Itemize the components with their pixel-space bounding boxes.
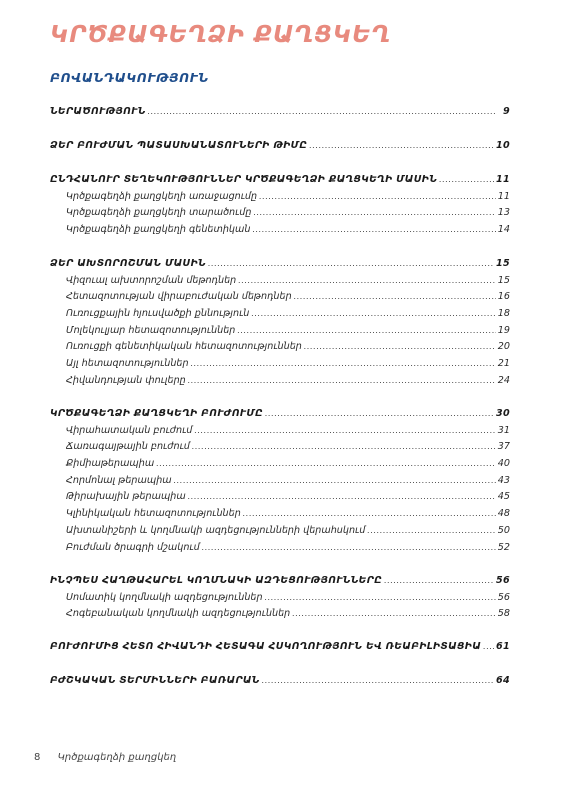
toc-entry-page: 11: [497, 190, 510, 202]
dot-leader: [202, 543, 496, 552]
toc-entry-page: 56: [497, 591, 510, 603]
toc-subentry[interactable]: [50, 325, 510, 342]
toc-entry-label: Մոլեկուլյար հետազոտություններ: [66, 324, 236, 336]
toc-subentry[interactable]: [50, 224, 510, 241]
toc-entry-label: Այլ հետազոտություններ: [66, 358, 189, 370]
toc-subentry[interactable]: [50, 491, 510, 508]
toc-entry-page: 10: [496, 140, 510, 151]
toc-subentry[interactable]: [50, 475, 510, 492]
toc-subentry[interactable]: [50, 275, 510, 292]
footer-page-number: 8: [34, 752, 41, 763]
dot-leader: [188, 376, 496, 385]
toc-entry-label: Հետազոտության վիրաբուժական մեթոդներ: [66, 291, 292, 303]
toc-group-treatment: [50, 408, 510, 558]
toc-subentry[interactable]: [50, 207, 510, 224]
dot-leader: [194, 426, 495, 435]
dot-leader: [243, 509, 496, 518]
toc-entry[interactable]: [50, 408, 510, 425]
dot-leader: [253, 208, 495, 217]
dot-leader: [292, 609, 496, 618]
toc-entry-page: 9: [503, 106, 510, 117]
toc-entry-label: Կրծքագեղձի քաղցկեղի գենետիկան: [66, 224, 251, 236]
toc-entry-page: 30: [496, 408, 510, 419]
toc-entry-page: 14: [497, 224, 510, 236]
toc-subentry[interactable]: [50, 525, 510, 542]
toc-entry-page: 13: [497, 207, 510, 219]
toc-entry[interactable]: [50, 140, 510, 157]
dot-leader: [251, 309, 495, 318]
page-footer: [34, 752, 176, 763]
toc-entry-label: Հիվանդության փուլերը: [66, 374, 186, 386]
toc-entry-label: Հորմոնալ թերապիա: [66, 474, 172, 486]
toc-subentry[interactable]: [50, 592, 510, 609]
toc-entry[interactable]: [50, 641, 510, 658]
toc-entry-page: 58: [497, 608, 510, 620]
toc-entry[interactable]: [50, 675, 510, 692]
toc-entry-label: Կրծքագեղձի քաղցկեղի տարածումը: [66, 207, 252, 219]
dot-leader: [259, 192, 496, 201]
toc-entry[interactable]: [50, 575, 510, 592]
dot-leader: [262, 676, 494, 685]
toc-group-diagnosis: [50, 258, 510, 392]
toc-group-side-effects: [50, 575, 510, 625]
dot-leader: [483, 642, 494, 651]
dot-leader: [265, 409, 494, 418]
toc-subentry[interactable]: [50, 375, 510, 392]
toc-subentry[interactable]: [50, 608, 510, 625]
toc-subentry[interactable]: [50, 508, 510, 525]
toc-entry-label: Բուժման ծրագրի մշակում: [66, 541, 200, 553]
toc-group-general-info: [50, 174, 510, 241]
dot-leader: [304, 342, 496, 351]
toc-entry-page: 64: [496, 675, 510, 686]
toc-group-introduction: [50, 106, 510, 123]
dot-leader: [309, 141, 494, 150]
dot-leader: [174, 476, 496, 485]
toc-subentry[interactable]: [50, 291, 510, 308]
toc-entry-page: 24: [497, 374, 510, 386]
toc-entry-page: 56: [496, 575, 510, 586]
toc-entry-label: Ախտանիշերի և կողմնակի ազդեցությունների վերահսկում: [66, 524, 366, 536]
toc-entry-label: Վիրահատական բուժում: [66, 424, 193, 436]
toc-subentry[interactable]: [50, 358, 510, 375]
toc-entry-page: 31: [497, 424, 510, 436]
toc-entry-page: 37: [497, 441, 510, 453]
toc-entry-label: ՁԵՐ ԲՈՒԺՄԱՆ ՊԱՏԱՍԽԱՆԱՏՈՒՆԵՐԻ ԹԻՄԸ: [50, 140, 308, 151]
toc-entry-page: 15: [496, 258, 510, 269]
toc-entry-label: Ուռուցքի գենետիկական հետազոտություններ: [66, 341, 302, 353]
dot-leader: [367, 526, 495, 535]
toc-entry-page: 48: [497, 508, 510, 520]
toc-entry-label: Կրծքագեղձի քաղցկեղի առաջացումը: [66, 190, 258, 202]
toc-entry-page: 18: [497, 308, 510, 320]
toc-entry-label: ԸՆԴՀԱՆՈՒՐ ՏԵՂԵԿՈՒԹՅՈՒՆՆԵՐ ԿՐԾՔԱԳԵՂՁԻ ՔԱՂՑԿԵՂԻ ՄԱՍԻՆ: [50, 174, 438, 185]
toc-entry-label: ՆԵՐԱԾՈՒԹՅՈՒՆ: [50, 106, 146, 117]
toc-entry[interactable]: [50, 174, 510, 191]
dot-leader: [208, 259, 494, 268]
dot-leader: [192, 442, 496, 451]
toc-entry-label: ԻՆՉՊԵՍ ՀԱՂԹԱՀԱՐԵԼ ԿՈՂՄՆԱԿԻ ԱԶԴԵՑՈՒԹՅՈՒՆՆԵՐԸ: [50, 575, 383, 586]
toc-entry-label: Սոմատիկ կողմնակի ազդեցություններ: [66, 591, 263, 603]
contents-heading: ԲՈՎԱՆԴԱԿՈՒԹՅՈՒՆ: [50, 70, 209, 85]
toc-subentry[interactable]: [50, 341, 510, 358]
toc-entry-label: ԿՐԾՔԱԳԵՂՁԻ ՔԱՂՑԿԵՂԻ ԲՈՒԺՈՒՄԸ: [50, 408, 263, 419]
toc-entry-page: 61: [496, 641, 510, 652]
dot-leader: [148, 107, 496, 116]
dot-leader: [237, 326, 495, 335]
toc-entry-label: Վիզուալ ախտորոշման մեթոդներ: [66, 274, 237, 286]
toc-entry-page: 21: [497, 358, 510, 370]
dot-leader: [188, 492, 496, 501]
toc-entry[interactable]: [50, 258, 510, 275]
dot-leader: [191, 359, 496, 368]
toc-entry-page: 50: [497, 524, 510, 536]
toc-entry-label: Կլինիկական հետազոտություններ: [66, 508, 241, 520]
toc-entry-label: ՁԵՐ ԱԽՏՈՐՈՇՄԱՆ ՄԱՍԻՆ: [50, 258, 206, 269]
toc-subentry[interactable]: [50, 308, 510, 325]
toc-subentry[interactable]: [50, 425, 510, 442]
toc-group-follow-up: [50, 641, 510, 658]
toc-subentry[interactable]: [50, 542, 510, 559]
dot-leader: [265, 593, 496, 602]
toc-entry-label: ԲՈՒԺՈՒՄԻՑ ՀԵՏՈ ՀԻՎԱՆԴԻ ՀԵՏԱԳԱ ՀՍԿՈՂՈՒԹՅՈՒՆ ԵՎ ՌԵԱԲԻԼԻՏԱՑԻԱ: [50, 641, 482, 652]
toc-entry-page: 43: [497, 474, 510, 486]
toc-entry-page: 16: [497, 291, 510, 303]
toc-subentry[interactable]: [50, 441, 510, 458]
toc-entry-page: 20: [497, 341, 510, 353]
toc-entry-page: 45: [497, 491, 510, 503]
dot-leader: [156, 459, 496, 468]
toc-entry-label: ԲԺՇԿԱԿԱՆ ՏԵՐՄԻՆՆԵՐԻ ԲԱՌԱՐԱՆ: [50, 675, 260, 686]
toc-entry-label: Քիմիաթերապիա: [66, 458, 155, 470]
dot-leader: [439, 175, 494, 184]
footer-text: Կրծքագեղձի քաղցկեղ: [57, 752, 177, 763]
toc-subentry[interactable]: [50, 191, 510, 208]
toc-entry-page: 40: [497, 458, 510, 470]
document-title: ԿՐԾՔԱԳԵՂՁԻ ՔԱՂՑԿԵՂ: [50, 22, 392, 48]
dot-leader: [294, 292, 496, 301]
toc-entry[interactable]: [50, 106, 510, 123]
toc-group-team: [50, 140, 510, 157]
toc-entry-page: 11: [496, 174, 510, 185]
toc-entry-label: Ճառագայթային բուժում: [66, 441, 190, 453]
toc-entry-label: Հոգեբանական կողմնակի ազդեցություններ: [66, 608, 291, 620]
toc-group-glossary: [50, 675, 510, 692]
dot-leader: [384, 576, 494, 585]
toc-entry-page: 52: [497, 541, 510, 553]
toc-subentry[interactable]: [50, 458, 510, 475]
toc-entry-page: 19: [497, 324, 510, 336]
toc-entry-label: Ուռուցքային հյուսվածքի քննություն: [66, 308, 250, 320]
dot-leader: [238, 276, 496, 285]
toc-entry-label: Թիրախային թերապիա: [66, 491, 186, 503]
dot-leader: [252, 225, 495, 234]
toc-entry-page: 15: [497, 274, 510, 286]
